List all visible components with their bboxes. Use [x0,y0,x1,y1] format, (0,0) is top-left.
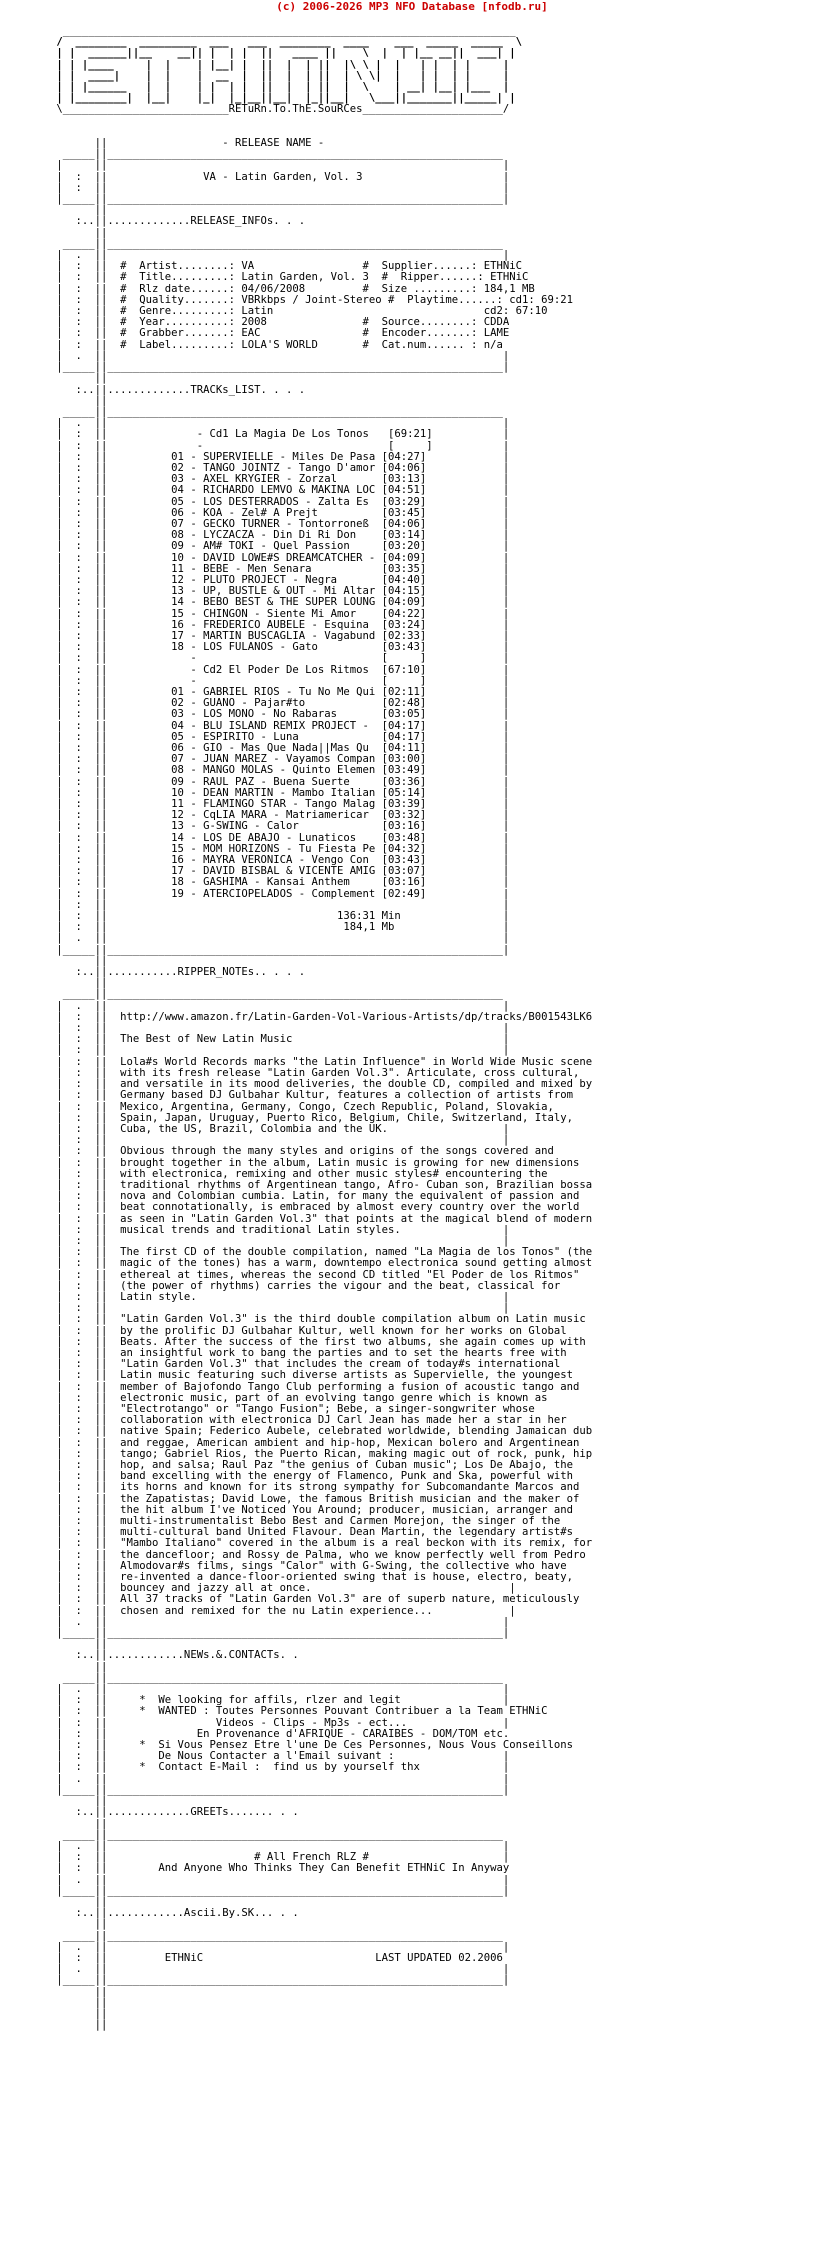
nfo-line: _____||______________________________________________________________ [50,1828,503,1841]
nfo-line: | : || - [ ] | [50,652,510,665]
nfo-line: | : || De Nous Contacter a l'Email suivant : | [50,1750,510,1763]
nfo-line: || [50,1985,108,1998]
nfo-line: | : || brought together in the album, Latin music is growing for new dimensions [50,1156,580,1169]
nfo-line: | : || the Zapatistas; David Lowe, the famous British musician and the maker of [50,1492,580,1505]
nfo-line: :..||.............TRACKs_LIST. . . . [50,383,306,396]
copyright-banner: (c) 2006-2026 MP3 NFO Database [nfodb.ru] [276,0,548,13]
nfo-line: | : || ETHNiC LAST UPDATED 02.2006 [50,1951,503,1964]
nfo-line: || [50,977,108,990]
nfo-line: :..||.............RELEASE_INFOs. . . [50,215,306,228]
nfo-line: | : || 08 - MANGO MOLAS - Quinto Elemen [03:49] | [50,764,510,777]
nfo-line: | : || En Provenance d'AFRIQUE - CARAIBES - DOM/TOM etc. [50,1727,510,1740]
nfo-line: |_____||______________________________________________________________| [50,193,510,206]
nfo-line: | : || 07 - GECKO TURNER - Tontorroneß [04:06] | [50,517,510,530]
nfo-line: | : || # Rlz date......: 04/06/2008 # Size .........: 184,1 MB [50,282,535,295]
nfo-line: || [50,1660,108,1673]
nfo-line: | . || | [50,1615,510,1628]
nfo-line: | : || 11 - BEBE - Men Senara [03:35] | [50,562,510,575]
nfo-line: | : || tango; Gabriel Rios, the Puerto Rican, making magic out of rock, punk, hip [50,1447,593,1460]
nfo-line: | : || and reggae, American ambient and hip-hop, Mexican bolero and Argentinean [50,1436,580,1449]
nfo-line: | : || 136:31 Min | [50,910,510,923]
nfo-line: | | |______ | | | | | | || | | || | \ | __| |__| |___ | [50,81,510,94]
nfo-line: | : || re-invented a dance-floor-oriented swing that is house, electro, beaty, [50,1571,573,1584]
nfo-line: _____||______________________________________________________________ [50,237,503,250]
nfo-line: | : || 06 - GIO - Mas Que Nada||Mas Qu [04:11] | [50,742,510,754]
nfo-line: | : || 06 - KOA - Zel# A Prejt [03:45] | [50,506,510,519]
nfo-line: | : || # All French RLZ # | [50,1851,510,1864]
nfo-line: | : || with its fresh release "Latin Garden Vol.3". Articulate, cross cultural, [50,1066,580,1079]
nfo-line: | . || | [50,1839,510,1852]
nfo-line: |_____||______________________________________________________________| [50,1627,510,1640]
nfo-line: | . || | [50,1683,510,1696]
nfo-line: _____||______________________________________________________________ [50,1929,503,1942]
nfo-line: | : || 13 - G-SWING - Calor [03:16] | [50,820,510,833]
nfo-line: :..||............NEWs.&.CONTACTs. . [50,1649,299,1662]
nfo-line: | : || * WANTED : Toutes Personnes Pouvant Contribuer a la Team ETHNiC [50,1705,548,1718]
nfo-line: | : || 05 - LOS DESTERRADOS - Zalta Es [03:29] | [50,495,510,508]
nfo-line: _____||______________________________________________________________ [50,148,503,161]
nfo-line: | : || ethereal at times, whereas the second CD titled "El Poder de los Ritmos" [50,1268,580,1281]
nfo-line: | . || | [50,1873,510,1886]
nfo-line: | : || Spain, Japan, Uruguay, Puerto Rico, Belgium, Chile, Switzerland, Italy, [50,1111,573,1124]
nfo-line: | : || 05 - ESPIRITO - Luna [04:17] | [50,730,510,743]
nfo-line: | : || Almodovar#s films, sings "Calor" with G-Swing, the collective who have [50,1559,567,1572]
nfo-line: | |________| |__| |_| |_|__||__| |_||__| \___||_______||_____| | [50,92,516,105]
nfo-line: | : || the dancefloor; and Rossy de Palma, who we know perfectly well from Pedro [50,1548,586,1561]
nfo-line: | . || | [50,1772,510,1785]
nfo-line: | : || * Si Vous Pensez Etre l'une De Ces Personnes, Nous Vous Conseillons [50,1739,573,1752]
nfo-line: _______________________________________________________________________ [50,25,516,37]
nfo-line: || [50,226,108,239]
nfo-line: | : || 07 - JUAN MAREZ - Vayamos Compan [03:00] | [50,753,510,766]
nfo-line: | : || "Latin Garden Vol.3" that includes the cream of today#s international [50,1358,561,1371]
nfo-line: | : || 18 - LOS FULANOS - Gato [03:43] | [50,641,510,654]
nfo-line: | : || Germany based DJ Gulbahar Kultur, features a collection of artists from [50,1089,573,1102]
nfo-line: | : || its horns and known for its strong sympathy for Subcomandante Marcos and [50,1481,580,1494]
nfo-line: || [50,1895,108,1908]
nfo-line: | : || electronic music, part of an evolving tango genre which is known as [50,1391,548,1404]
nfo-line: | : || 02 - TANGO JOINTZ - Tango D'amor [04:06] | [50,461,510,474]
nfo-line: | : || 17 - MARTIN BUSCAGLIA - Vagabund [02:33] | [50,629,510,642]
nfo-line: | : || Lola#s World Records marks "the Latin Influence" in World Wide Music scene [50,1055,593,1068]
nfo-line: | : || 10 - DAVID LOWE#S DREAMCATCHER - [04:09] | [50,551,510,564]
nfo-line: | : || the hit album I've Noticed You Around; producer, musician, arranger and [50,1503,573,1516]
nfo-line: | : || with electronica, remixing and other music styles# encountering the [50,1167,548,1180]
nfo-line: | : || | [50,1134,510,1147]
nfo-line: | : || magic of the tones) has a warm, downtempo electronica sound getting almost [50,1257,593,1270]
nfo-line: | : || traditional rhythms of Argentinean tango, Afro- Cuban son, Brazilian bossa [50,1178,593,1191]
nfo-line: || [50,204,108,217]
nfo-line: | : || # Year..........: 2008 # Source........: CDDA [50,316,510,329]
nfo-line: | : || # Label.........: LOLA'S WORLD # Cat.num...... : n/a [50,338,503,351]
nfo-line: | : || | [50,1022,510,1035]
nfo-line: | . || | [50,1940,510,1953]
nfo-text-block [50,26,592,2031]
nfo-line: | : || # Title.........: Latin Garden, Vol. 3 # Ripper......: ETHNiC [50,271,529,284]
nfo-line: / ________ _________ ___ ___ ________ ____ ___ _____ _____ \ [50,36,522,49]
nfo-line: | . || | [50,349,510,362]
nfo-line: | : || by the prolific DJ Gulbahar Kultur, well known for her works on Global [50,1324,567,1337]
nfo-line: | : || 01 - GABRIEL RIOS - Tu No Me Qui [02:11] | [50,685,510,698]
nfo-line: |_____||______________________________________________________________| [50,361,510,374]
nfo-line: | : || http://www.amazon.fr/Latin-Garden-Vol-Various-Artists/dp/tracks/B001543LK6 [50,1010,593,1023]
nfo-line: | | ______||__ __|| | | | || ____ || \ | | |__ __|| ___| | [50,47,516,60]
nfo-line: || [50,372,108,385]
nfo-line: | : || member of Bajofondo Tango Club performing a fusion of acoustic tango and [50,1380,580,1393]
nfo-line: | : || Latin music featuring such diverse artists as Supervielle, the youngest [50,1369,573,1382]
nfo-line: | : || 14 - BEBO BEST & THE SUPER LOUNG [04:09] | [50,596,510,609]
nfo-line: | : || # Quality.......: VBRkbps / Joint-Stereo # Playtime......: cd1: 69:21 [50,293,573,306]
nfo-line: | : || native Spain; Federico Aubele, celebrated worldwide, blending Jamaican dub [50,1425,593,1438]
nfo-line: :..||............Ascii.By.SK... . . [50,1907,299,1920]
nfo-line: | : || 12 - PLUTO PROJECT - Negra [04:40] | [50,573,510,586]
nfo-line: | : || 03 - LOS MONO - No Rabaras [03:05] | [50,708,510,721]
nfo-line: | : || hop, and salsa; Raul Paz "the genius of Cuban music"; Los De Abajo, the [50,1459,573,1471]
nfo-line: | || | [50,159,510,172]
nfo-line: _____||______________________________________________________________ [50,988,503,1001]
nfo-line: | : || 19 - ATERCIOPELADOS - Complement [02:49] | [50,887,510,900]
nfo-line: |_____||______________________________________________________________| [50,1884,510,1897]
nfo-line: | : || 13 - UP, BUSTLE & OUT - Mi Altar [04:15] | [50,585,510,598]
nfo-line: | : || and versatile in its mood deliveries, the double CD, compiled and mixed by [50,1078,593,1091]
nfo-line: | : || "Latin Garden Vol.3" is the third double compilation album on Latin music [50,1313,586,1326]
nfo-line: || [50,2007,108,2020]
nfo-line: | | |____ | | | |__| | || | | || |\ \ | | | | | | | [50,58,510,71]
nfo-line: || [50,1638,108,1651]
nfo-line: || [50,954,108,967]
nfo-line: | : || Beats. After the success of the first two albums, she again comes up with [50,1335,586,1348]
nfo-line: | : || 04 - BLU ISLAND REMIX PROJECT - [04:17] | [50,719,510,732]
nfo-line: | : || "Mambo Italiano" covered in the album is a real beckon with its remix, for [50,1537,593,1550]
nfo-line: || [50,1996,108,2009]
nfo-line: | : || 01 - SUPERVIELLE - Miles De Pasa [04:27] | [50,450,510,463]
nfo-line: | : || 15 - MOM HORIZONS - Tu Fiesta Pe [04:32] | [50,842,510,855]
nfo-line: | : || 18 - GASHIMA - Kansai Anthem [03:16] | [50,876,510,889]
nfo-line: | . || | [50,932,510,945]
nfo-line: | : || 02 - GUANO - Pajar#to [02:48] | [50,697,510,710]
nfo-line: | : || 09 - RAUL PAZ - Buena Suerte [03:36] | [50,775,510,788]
nfo-line: :..||...........RIPPER_NOTEs.. . . . [50,966,306,979]
nfo-line: | : || 14 - LOS DE ABAJO - Lunaticos [03:48] | [50,831,510,844]
nfo-line: | : || 08 - LYCZACZA - Din Di Ri Don [03:14] | [50,529,510,542]
nfo-line: | . || | [50,417,510,430]
nfo-line: | : || 12 - CqLIA MARA - Matriamericar [03:32] | [50,809,510,822]
nfo-line: | : || (the power of rhythms) carries the vigour and the beat, classical for [50,1279,561,1292]
nfo-line: | : || Latin style. | [50,1290,510,1303]
nfo-line: |_____||______________________________________________________________| [50,943,510,956]
nfo-line: | : || Cuba, the US, Brazil, Colombia and the UK. | [50,1122,510,1135]
nfo-line: | : || 09 - AM# TOKI - Quel Passion [03:20] | [50,540,510,553]
nfo-line: | : || multi-cultural band United Flavour. Dean Martin, the legendary artist#s [50,1526,573,1539]
nfo-line: | : || 16 - FREDERICO AUBELE - Esquina [03:24] | [50,618,510,631]
nfo-line: | : || # Artist........: VA # Supplier......: ETHNiC [50,260,522,273]
nfo-line: | : || 15 - CHINGON - Siente Mi Amor [04:22] | [50,607,510,620]
nfo-line: |_____||______________________________________________________________| [50,1783,510,1796]
nfo-line: | : || 16 - MAYRA VERONICA - Vengo Con [03:43] | [50,854,510,867]
nfo-line: | : || VA - Latin Garden, Vol. 3 | [50,170,510,183]
nfo-line: | : || band excelling with the energy of Flamenco, Punk and Ska, powerful with [50,1470,573,1483]
nfo-line: | : || # Genre.........: Latin cd2: 67:10 [50,305,548,318]
nfo-line: | . || | [50,249,510,262]
nfo-line: | : || And Anyone Who Thinks They Can Benefit ETHNiC In Anyway [50,1862,510,1875]
nfo-line: || [50,1817,108,1830]
nfo-line: | : || The first CD of the double compilation, named "La Magia de los Tonos" (the [50,1246,593,1259]
nfo-line: || [50,1918,108,1931]
nfo-line: | : || Mexico, Argentina, Germany, Congo, Czech Republic, Poland, Slovakia, [50,1100,554,1113]
nfo-line: | : || 17 - DAVID BISBAL & VICENTE AMIG [03:07] | [50,865,510,878]
nfo-line: | : || Videos - Clips - Mp3s - ect... | [50,1716,510,1729]
nfo-line: | : || nova and Colombian cumbia. Latin, for many the equivalent of passion and [50,1190,580,1203]
nfo-line: | : || - Cd1 La Magia De Los Tonos [69:21] | [50,428,510,441]
nfo-line: | : || beat connotationally, is embraced by almost every country over the world [50,1201,580,1214]
nfo-line: | : || as seen in "Latin Garden Vol.3" that points at the magical blend of modern [50,1212,593,1225]
nfo-line: | : || | [50,1044,510,1057]
nfo-line: | : || "Electrotango" or "Tango Fusion"; Bebe, a singer-songwriter whose [50,1402,535,1415]
nfo-line: | : || All 37 tracks of "Latin Garden Vol.3" are of superb nature, meticulously [50,1593,580,1606]
nfo-line: | : || 04 - RICHARDO LEMVO & MAKINA LOC [04:51] | [50,484,510,497]
nfo-line: | : || # Grabber.......: EAC # Encoder.......: LAME [50,327,510,340]
nfo-line: _____||______________________________________________________________ [50,405,503,418]
nfo-line: | : || 184,1 Mb | [50,921,510,934]
nfo-line: | : || - [ ] | [50,674,510,687]
nfo-line: | : || | [50,1302,510,1315]
nfo-line: | : || multi-instrumentalist Bebo Best and Carmen Morejon, the singer of the [50,1515,561,1528]
nfo-line: | | ____| | | | __ | || | | || | \ \| | | | | | | [50,69,510,82]
nfo-line: | : || collaboration with electronica DJ Carl Jean has made her a star in her [50,1414,567,1427]
nfo-line: | : || | [50,1234,510,1247]
nfo-line: | : || 11 - FLAMINGO STAR - Tango Malag [03:39] | [50,798,510,811]
nfo-line: | : || | [50,898,510,911]
nfo-line: |_____||______________________________________________________________| [50,1974,510,1987]
nfo-line: | : || musical trends and traditional Latin styles. | [50,1223,510,1236]
nfo-line: | : || | [50,181,510,194]
nfo-line: | : || * Contact E-Mail : find us by yourself thx | [50,1761,510,1774]
nfo-line: | : || The Best of New Latin Music | [50,1033,510,1046]
nfo-line: | : || * We looking for affils, rlzer and legit | [50,1694,510,1707]
nfo-line: | . || | [50,999,510,1012]
nfo-line: | : || chosen and remixed for the nu Latin experience... | [50,1604,516,1617]
nfo-line: | : || 03 - AXEL KRYGIER - Zorzal [03:13] | [50,473,510,486]
nfo-line: || [50,394,108,407]
nfo-line: || - RELEASE NAME - [50,137,325,150]
nfo-line: :..||.............GREETs....... . . [50,1806,299,1819]
nfo-line: | : || - [ ] | [50,439,510,452]
nfo-line: | : || 10 - DEAN MARTIN - Mambo Italian [05:14] | [50,786,510,799]
nfo-line: || [50,1795,108,1808]
nfo-line: || [50,2019,108,2032]
nfo-line: | : || - Cd2 El Poder De Los Ritmos [67:10] | [50,663,510,676]
nfo-line: _____||______________________________________________________________ [50,1671,503,1684]
nfo-line: | : || an insightful work to bang the parties and to set the hearts free with [50,1346,567,1359]
nfo-line: \__________________________RETuRn.To.ThE.SouRCes______________________/ [50,103,510,116]
nfo-line: | : || bouncey and jazzy all at once. | [50,1582,516,1595]
nfo-line: | : || Obvious through the many styles and origins of the songs covered and [50,1145,554,1158]
nfo-line: | . || | [50,1963,510,1976]
